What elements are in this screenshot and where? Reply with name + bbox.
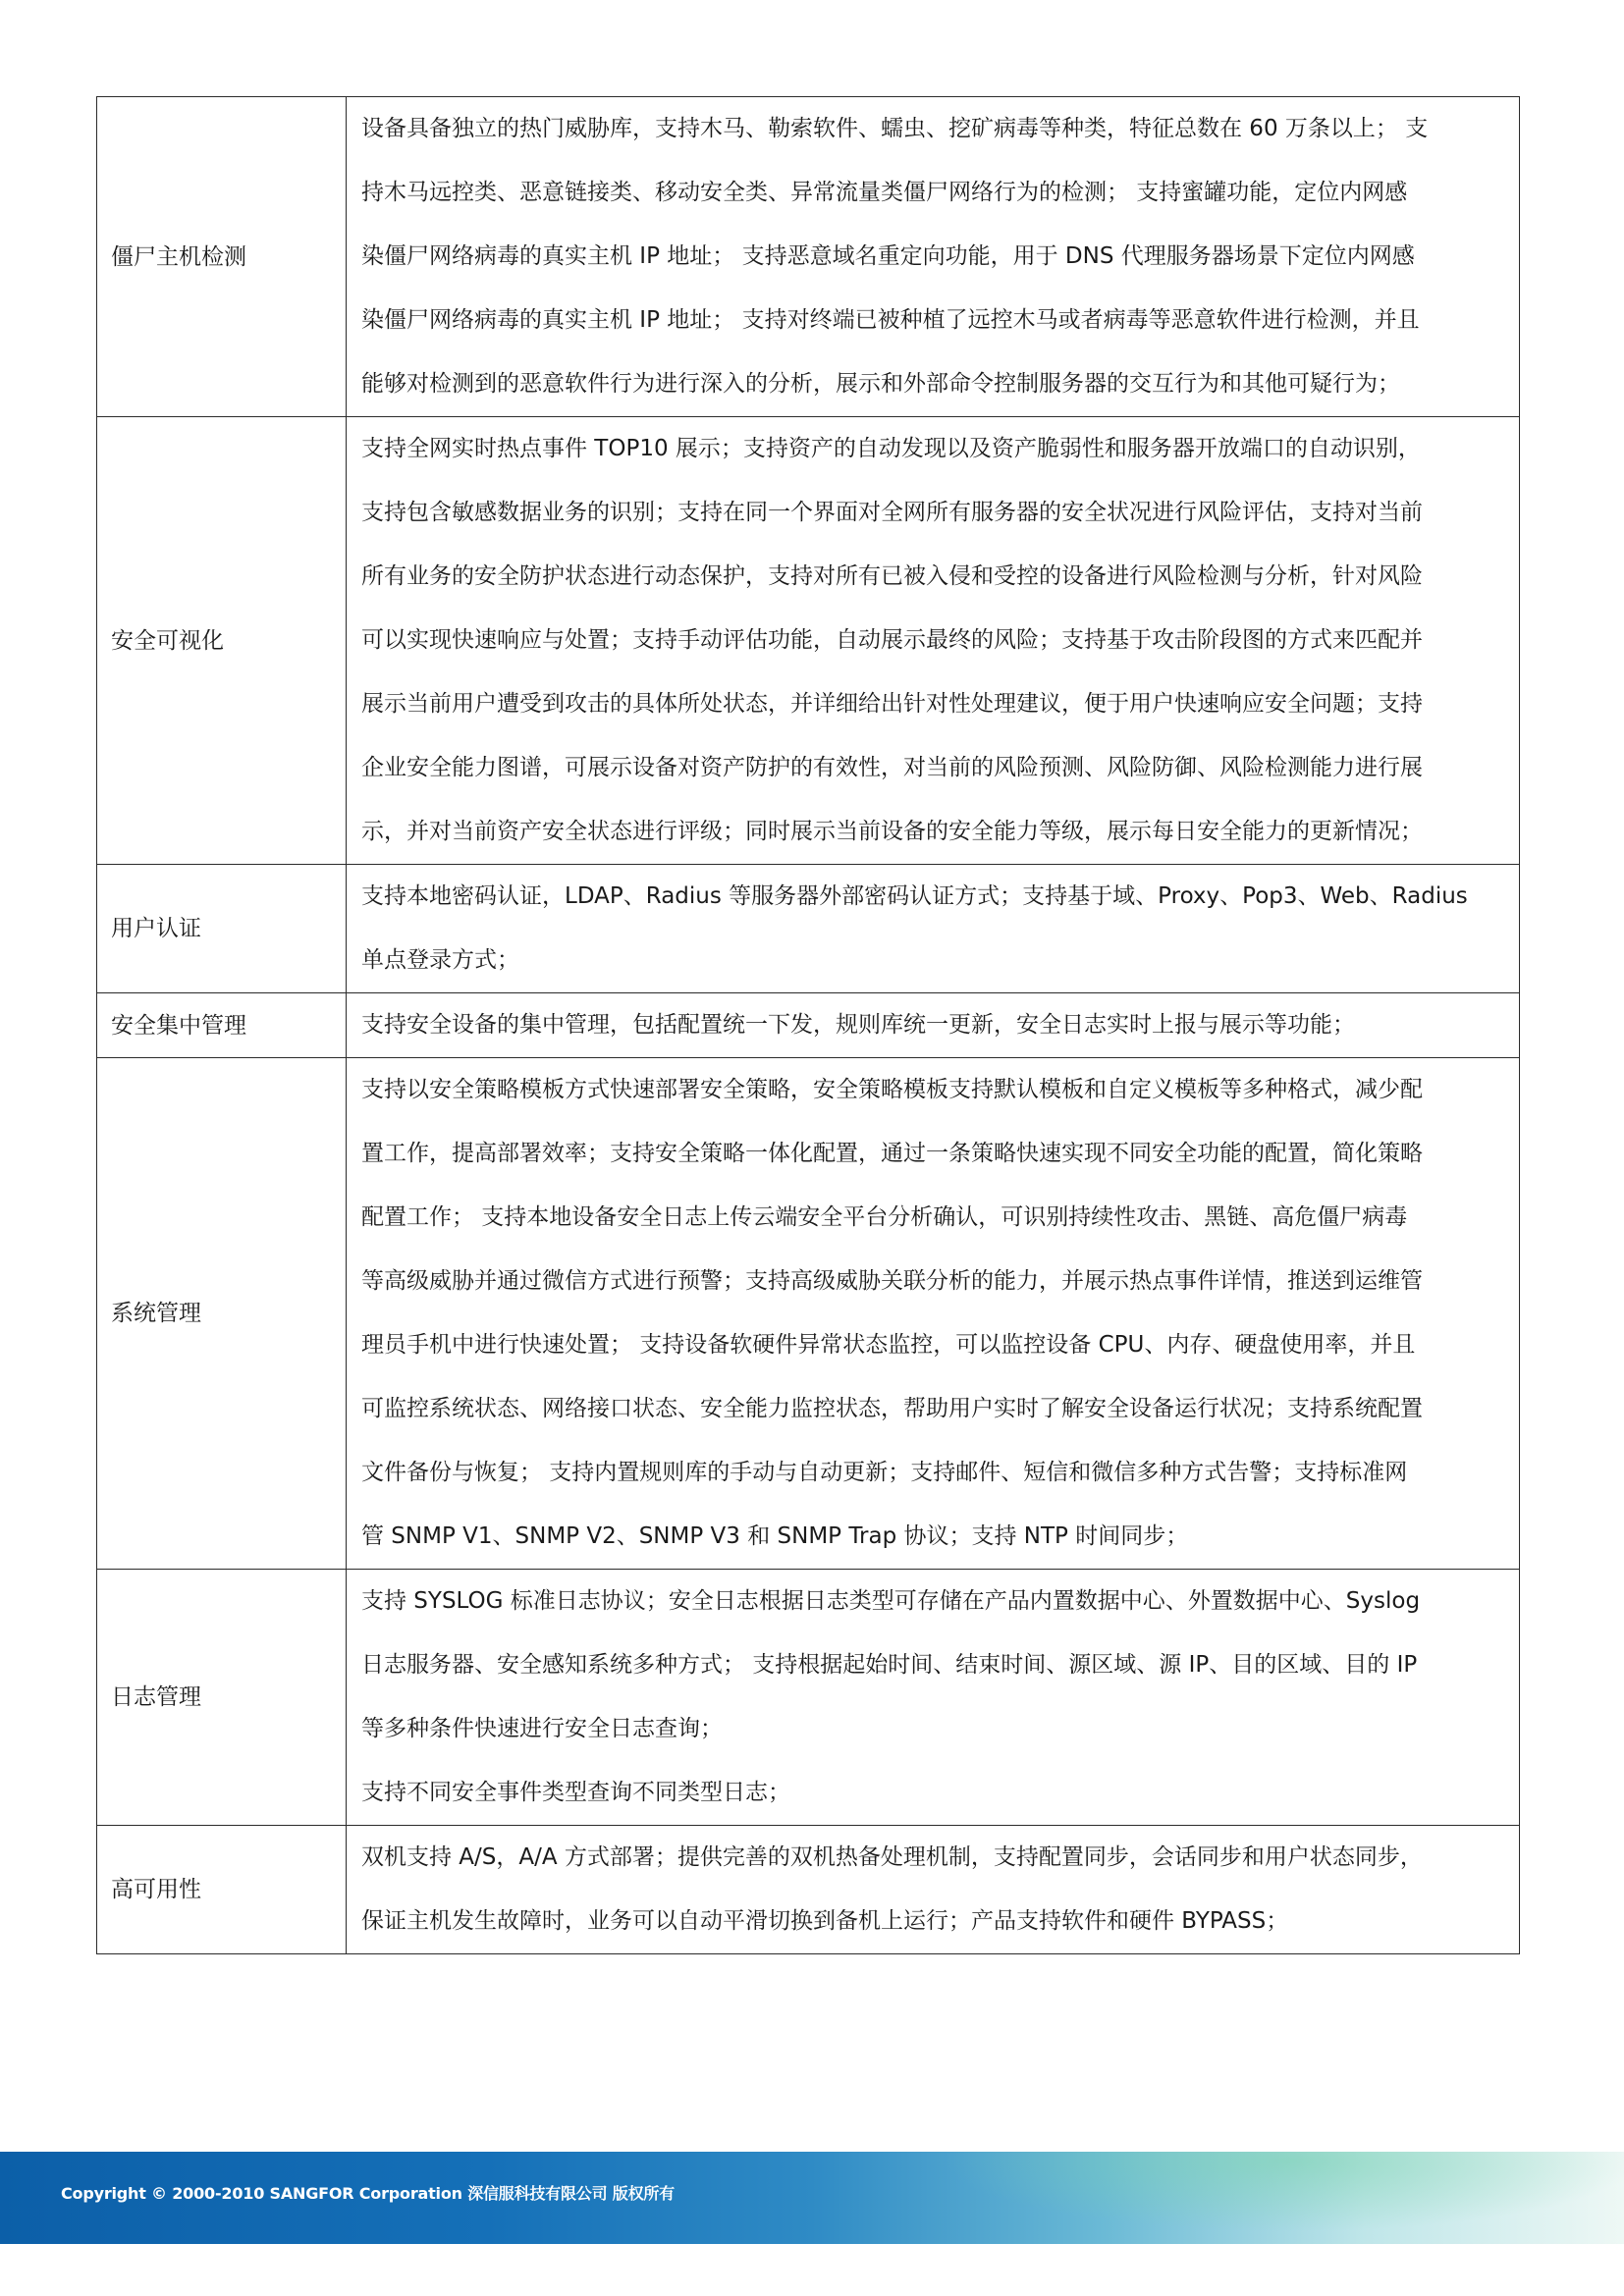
description-line: 支持全网实时热点事件 TOP10 展示；支持资产的自动发现以及资产脆弱性和服务器开放端口的自动识别， [361, 436, 1421, 461]
description-line: 染僵尸网络病毒的真实主机 IP 地址； 支持恶意域名重定向功能，用于 DNS 代理服务器场景下定位内网感 [361, 243, 1415, 269]
table-row [97, 417, 1520, 865]
description-line: 可以实现快速响应与处置；支持手动评估功能，自动展示最终的风险；支持基于攻击阶段图的方式来匹配并 [361, 627, 1423, 653]
spec-table [96, 96, 1520, 1954]
row-description-cell [347, 97, 1520, 417]
description-line: 示，并对当前资产安全状态进行评级；同时展示当前设备的安全能力等级，展示每日安全能力的更新情况； [361, 819, 1423, 844]
table-row [97, 865, 1520, 993]
description-line: 双机支持 A/S，A/A 方式部署；提供完善的双机热备处理机制，支持配置同步，会话同步和用户状态同步， [361, 1844, 1423, 1870]
row-description-cell [347, 1058, 1520, 1570]
row-label: 系统管理 [111, 1301, 201, 1326]
description-line: 日志服务器、安全感知系统多种方式； 支持根据起始时间、结束时间、源区域、源 IP、目的区域、目的 IP [361, 1652, 1418, 1678]
row-label: 高可用性 [111, 1877, 201, 1902]
row-label-cell [97, 1570, 347, 1826]
row-description-cell [347, 1570, 1520, 1826]
row-label-cell [97, 1826, 347, 1954]
row-description-cell [347, 417, 1520, 865]
row-label-cell [97, 993, 347, 1058]
footer-copyright: Copyright © 2000-2010 SANGFOR Corporation 深信服科技有限公司 版权所有 [61, 2184, 675, 2203]
description-line: 展示当前用户遭受到攻击的具体所处状态，并详细给出针对性处理建议，便于用户快速响应安全问题；支持 [361, 691, 1423, 717]
row-label: 僵尸主机检测 [111, 243, 246, 270]
description-line: 企业安全能力图谱，可展示设备对资产防护的有效性，对当前的风险预测、风险防御、风险检测能力进行展 [361, 755, 1423, 780]
description-line: 等高级威胁并通过微信方式进行预警；支持高级威胁关联分析的能力，并展示热点事件详情，推送到运维管 [361, 1268, 1423, 1294]
description-line: 支持以安全策略模板方式快速部署安全策略，安全策略模板支持默认模板和自定义模板等多种格式，减少配 [361, 1077, 1423, 1102]
description-line: 单点登录方式； [361, 947, 519, 973]
row-label-cell [97, 865, 347, 993]
description-line: 染僵尸网络病毒的真实主机 IP 地址； 支持对终端已被种植了远控木马或者病毒等恶意软件进行检测，并且 [361, 307, 1420, 333]
description-line: 保证主机发生故障时，业务可以自动平滑切换到备机上运行；产品支持软件和硬件 BYPASS； [361, 1908, 1289, 1934]
row-label: 安全集中管理 [111, 1012, 246, 1039]
description-line: 支持不同安全事件类型查询不同类型日志； [361, 1780, 790, 1805]
description-line: 支持本地密码认证，LDAP、Radius 等服务器外部密码认证方式；支持基于域、Proxy、Pop3、Web、Radius [361, 883, 1468, 909]
description-line: 配置工作； 支持本地设备安全日志上传云端安全平台分析确认，可识别持续性攻击、黑链、高危僵尸病毒 [361, 1204, 1408, 1230]
row-label: 安全可视化 [111, 627, 224, 654]
row-description-cell [347, 993, 1520, 1058]
description-line: 管 SNMP V1、SNMP V2、SNMP V3 和 SNMP Trap 协议；支持 NTP 时间同步； [361, 1523, 1189, 1549]
description-line: 等多种条件快速进行安全日志查询； [361, 1716, 723, 1741]
description-line: 所有业务的安全防护状态进行动态保护，支持对所有已被入侵和受控的设备进行风险检测与分析，针对风险 [361, 563, 1423, 589]
row-label: 用户认证 [111, 916, 201, 941]
table-row [97, 1570, 1520, 1826]
description-line: 理员手机中进行快速处置； 支持设备软硬件异常状态监控，可以监控设备 CPU、内存、硬盘使用率，并且 [361, 1332, 1416, 1358]
row-label: 日志管理 [111, 1684, 201, 1710]
table-row [97, 1826, 1520, 1954]
row-description-cell [347, 1826, 1520, 1954]
description-line: 设备具备独立的热门威胁库，支持木马、勒索软件、蠕虫、挖矿病毒等种类，特征总数在 60 万条以上； 支 [361, 116, 1429, 141]
description-line: 置工作，提高部署效率；支持安全策略一体化配置，通过一条策略快速实现不同安全功能的配置，简化策略 [361, 1141, 1423, 1166]
description-line: 可监控系统状态、网络接口状态、安全能力监控状态，帮助用户实时了解安全设备运行状况；支持系统配置 [361, 1396, 1423, 1421]
row-label-cell [97, 1058, 347, 1570]
table-row [97, 97, 1520, 417]
row-description-cell [347, 865, 1520, 993]
footer-banner [0, 2152, 1624, 2244]
description-line: 持木马远控类、恶意链接类、移动安全类、异常流量类僵尸网络行为的检测； 支持蜜罐功能，定位内网感 [361, 180, 1408, 205]
footer-glow [884, 2152, 1624, 2244]
row-label-cell [97, 417, 347, 865]
table-row [97, 993, 1520, 1058]
spec-table-body [97, 97, 1520, 1954]
description-line: 能够对检测到的恶意软件行为进行深入的分析，展示和外部命令控制服务器的交互行为和其他可疑行为； [361, 371, 1400, 397]
description-line: 支持安全设备的集中管理，包括配置统一下发，规则库统一更新，安全日志实时上报与展示等功能； [361, 1012, 1355, 1038]
description-line: 支持包含敏感数据业务的识别；支持在同一个界面对全网所有服务器的安全状况进行风险评估，支持对当前 [361, 500, 1423, 525]
description-line: 文件备份与恢复； 支持内置规则库的手动与自动更新；支持邮件、短信和微信多种方式告警；支持标准网 [361, 1460, 1408, 1485]
row-label-cell [97, 97, 347, 417]
table-row [97, 1058, 1520, 1570]
description-line: 支持 SYSLOG 标准日志协议；安全日志根据日志类型可存储在产品内置数据中心、外置数据中心、Syslog [361, 1588, 1421, 1614]
